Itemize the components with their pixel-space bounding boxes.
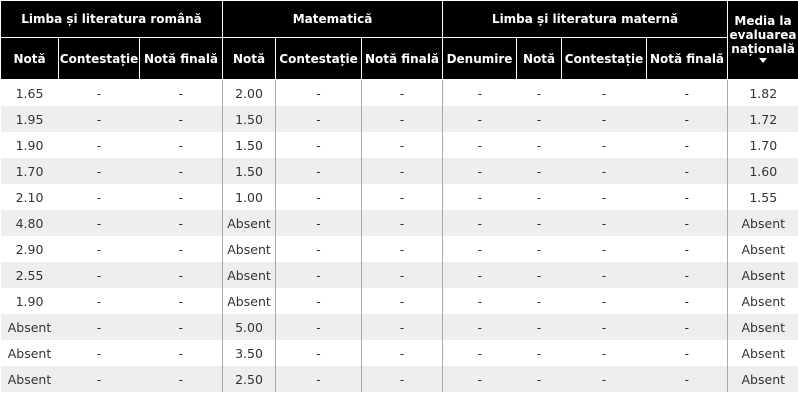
table-row	[1, 184, 798, 210]
cell-media: Absent	[728, 314, 798, 340]
table-row	[1, 236, 798, 262]
cell-romana-nota: 1.90	[15, 293, 44, 309]
cell-romana-nota: 1.70	[1, 158, 59, 184]
cell-romana-nota: Absent	[1, 314, 59, 340]
cell-romana-contestatie: -	[96, 189, 102, 205]
cell-materna-nota-finala: -	[647, 210, 728, 236]
cell-materna-nota: -	[536, 241, 542, 257]
cell-romana-contestatie: -	[59, 262, 140, 288]
cell-media: Absent	[728, 288, 798, 314]
cell-materna-nota: -	[536, 85, 542, 101]
cell-materna-denumire: -	[443, 210, 517, 236]
cell-matematica-nota: 3.50	[223, 340, 276, 366]
cell-romana-nota-finala: -	[140, 158, 223, 184]
cell-materna-contestatie: -	[601, 293, 607, 309]
cell-matematica-nota: 2.00	[223, 80, 276, 107]
cell-romana-nota-finala: -	[178, 345, 184, 361]
cell-romana-nota-finala: -	[178, 189, 184, 205]
cell-romana-contestatie: -	[96, 345, 102, 361]
cell-romana-contestatie: -	[96, 241, 102, 257]
col-materna-nota-finala[interactable]: Notă finală	[647, 38, 728, 80]
cell-matematica-contestatie: -	[276, 262, 362, 288]
cell-romana-nota: 2.90	[15, 241, 44, 257]
cell-materna-nota: -	[517, 366, 562, 392]
cell-materna-nota: -	[517, 106, 562, 132]
cell-romana-nota-finala: -	[140, 366, 223, 392]
table-row	[1, 262, 798, 288]
cell-materna-denumire: -	[477, 241, 483, 257]
cell-materna-contestatie: -	[562, 314, 647, 340]
cell-media: Absent	[728, 366, 798, 392]
cell-matematica-nota-finala: -	[362, 262, 443, 288]
cell-media: 1.55	[728, 184, 798, 210]
col-romana-nota-finala[interactable]: Notă finală	[140, 38, 223, 80]
cell-romana-contestatie: -	[59, 158, 140, 184]
group-header-matematica: Matematică	[223, 1, 443, 38]
col-matematica-nota[interactable]: Notă	[223, 38, 276, 80]
cell-romana-nota-finala: -	[140, 262, 223, 288]
cell-media: 1.72	[728, 106, 798, 132]
table-row	[1, 314, 798, 340]
table-row	[1, 158, 798, 184]
cell-romana-nota: Absent	[1, 366, 59, 392]
cell-matematica-nota-finala: -	[362, 80, 443, 107]
cell-materna-nota-finala: -	[647, 158, 728, 184]
cell-matematica-contestatie: -	[276, 106, 362, 132]
cell-matematica-nota-finala: -	[362, 288, 443, 314]
cell-matematica-nota-finala: -	[362, 132, 443, 158]
cell-romana-nota-finala: -	[140, 314, 223, 340]
cell-romana-contestatie: -	[59, 106, 140, 132]
cell-materna-nota-finala: -	[647, 106, 728, 132]
cell-materna-nota-finala: -	[684, 241, 690, 257]
table-row	[1, 132, 798, 158]
col-materna-nota[interactable]: Notă	[517, 38, 562, 80]
cell-matematica-nota-finala: -	[362, 210, 443, 236]
cell-materna-contestatie: -	[601, 85, 607, 101]
cell-media: Absent	[728, 262, 798, 288]
cell-materna-nota-finala: -	[647, 262, 728, 288]
cell-romana-nota-finala: -	[178, 293, 184, 309]
cell-romana-contestatie: -	[96, 293, 102, 309]
cell-romana-nota-finala: -	[140, 210, 223, 236]
cell-romana-contestatie: -	[96, 85, 102, 101]
cell-materna-denumire: -	[443, 314, 517, 340]
cell-romana-contestatie: -	[59, 314, 140, 340]
cell-materna-contestatie: -	[601, 345, 607, 361]
cell-matematica-nota-finala: -	[362, 236, 443, 262]
cell-matematica-nota-finala: -	[362, 314, 443, 340]
cell-matematica-nota: 1.50	[223, 132, 276, 158]
table-header	[1, 1, 798, 80]
cell-materna-nota-finala: -	[684, 137, 690, 153]
media-sort-header[interactable]	[728, 1, 798, 80]
cell-matematica-nota: Absent	[223, 262, 276, 288]
col-materna-contestatie[interactable]: Contestație	[562, 38, 647, 80]
cell-matematica-nota: 5.00	[223, 314, 276, 340]
cell-media: Absent	[728, 340, 798, 366]
cell-matematica-contestatie: -	[276, 288, 362, 314]
cell-materna-nota-finala: -	[684, 293, 690, 309]
cell-matematica-contestatie: -	[276, 132, 362, 158]
cell-materna-contestatie: -	[562, 106, 647, 132]
cell-materna-denumire: -	[477, 85, 483, 101]
cell-matematica-nota-finala: -	[362, 184, 443, 210]
cell-romana-contestatie: -	[59, 366, 140, 392]
cell-matematica-nota-finala: -	[362, 158, 443, 184]
cell-matematica-nota: 1.50	[223, 106, 276, 132]
cell-materna-nota: -	[536, 137, 542, 153]
cell-materna-nota: -	[517, 158, 562, 184]
cell-materna-contestatie: -	[562, 158, 647, 184]
cell-materna-contestatie: -	[562, 210, 647, 236]
group-header-romana: Limba și literatura română	[1, 1, 223, 38]
table-row	[1, 288, 798, 314]
cell-materna-contestatie: -	[562, 262, 647, 288]
table-body	[1, 80, 798, 393]
cell-materna-nota-finala: -	[647, 314, 728, 340]
cell-materna-nota: -	[517, 314, 562, 340]
table-row	[1, 340, 798, 366]
cell-romana-nota-finala: -	[178, 241, 184, 257]
cell-matematica-nota-finala: -	[362, 366, 443, 392]
col-romana-nota[interactable]: Notă	[1, 38, 59, 80]
cell-materna-denumire: -	[477, 137, 483, 153]
cell-materna-contestatie: -	[601, 137, 607, 153]
cell-materna-denumire: -	[477, 293, 483, 309]
col-matematica-contestatie[interactable]: Contestație	[276, 38, 362, 80]
cell-media: Absent	[728, 210, 798, 236]
cell-matematica-nota: 1.50	[223, 158, 276, 184]
cell-media: Absent	[728, 236, 798, 262]
cell-materna-denumire: -	[443, 366, 517, 392]
cell-materna-nota: -	[536, 293, 542, 309]
col-romana-contestatie[interactable]: Contestație	[59, 38, 140, 80]
cell-romana-contestatie: -	[59, 210, 140, 236]
cell-materna-contestatie: -	[562, 366, 647, 392]
cell-materna-nota: -	[517, 210, 562, 236]
cell-romana-nota: 2.10	[15, 189, 44, 205]
group-header-materna: Limba și literatura maternă	[443, 1, 728, 38]
cell-matematica-nota: Absent	[223, 210, 276, 236]
cell-materna-denumire: -	[477, 345, 483, 361]
sort-desc-icon	[759, 58, 767, 63]
cell-romana-nota: Absent	[7, 345, 52, 361]
cell-materna-nota-finala: -	[684, 85, 690, 101]
cell-romana-nota: 4.80	[1, 210, 59, 236]
cell-matematica-contestatie: -	[276, 80, 362, 107]
cell-matematica-contestatie: -	[276, 236, 362, 262]
table-row	[1, 106, 798, 132]
cell-matematica-contestatie: -	[276, 340, 362, 366]
cell-materna-contestatie: -	[601, 189, 607, 205]
cell-materna-nota: -	[536, 345, 542, 361]
cell-romana-nota: 2.55	[1, 262, 59, 288]
media-header-label: Media la evaluarea națională	[729, 14, 797, 56]
cell-media: 1.70	[728, 132, 798, 158]
cell-matematica-nota: 1.00	[223, 184, 276, 210]
cell-matematica-contestatie: -	[276, 210, 362, 236]
cell-matematica-contestatie: -	[276, 184, 362, 210]
cell-romana-nota: 1.90	[15, 137, 44, 153]
cell-materna-nota-finala: -	[647, 366, 728, 392]
cell-materna-denumire: -	[443, 106, 517, 132]
table-row	[1, 210, 798, 236]
col-materna-denumire[interactable]: Denumire	[443, 38, 517, 80]
cell-matematica-contestatie: -	[276, 314, 362, 340]
cell-materna-nota-finala: -	[684, 189, 690, 205]
cell-romana-contestatie: -	[96, 137, 102, 153]
cell-matematica-contestatie: -	[276, 366, 362, 392]
cell-romana-nota-finala: -	[140, 106, 223, 132]
cell-matematica-nota-finala: -	[362, 106, 443, 132]
cell-materna-denumire: -	[443, 262, 517, 288]
cell-materna-contestatie: -	[601, 241, 607, 257]
cell-romana-nota: 1.65	[15, 85, 44, 101]
cell-materna-nota-finala: -	[684, 345, 690, 361]
cell-media: 1.82	[728, 80, 798, 107]
cell-materna-denumire: -	[477, 189, 483, 205]
cell-matematica-contestatie: -	[276, 158, 362, 184]
col-matematica-nota-finala[interactable]: Notă finală	[362, 38, 443, 80]
cell-romana-nota-finala: -	[178, 137, 184, 153]
cell-matematica-nota: Absent	[223, 236, 276, 262]
cell-matematica-nota-finala: -	[362, 340, 443, 366]
cell-romana-nota: 1.95	[1, 106, 59, 132]
table-row	[1, 366, 798, 392]
cell-materna-denumire: -	[443, 158, 517, 184]
cell-materna-nota: -	[517, 262, 562, 288]
cell-materna-nota: -	[536, 189, 542, 205]
table-row	[1, 80, 798, 107]
cell-media: 1.60	[728, 158, 798, 184]
cell-romana-nota-finala: -	[178, 85, 184, 101]
cell-matematica-nota: 2.50	[223, 366, 276, 392]
cell-matematica-nota: Absent	[223, 288, 276, 314]
